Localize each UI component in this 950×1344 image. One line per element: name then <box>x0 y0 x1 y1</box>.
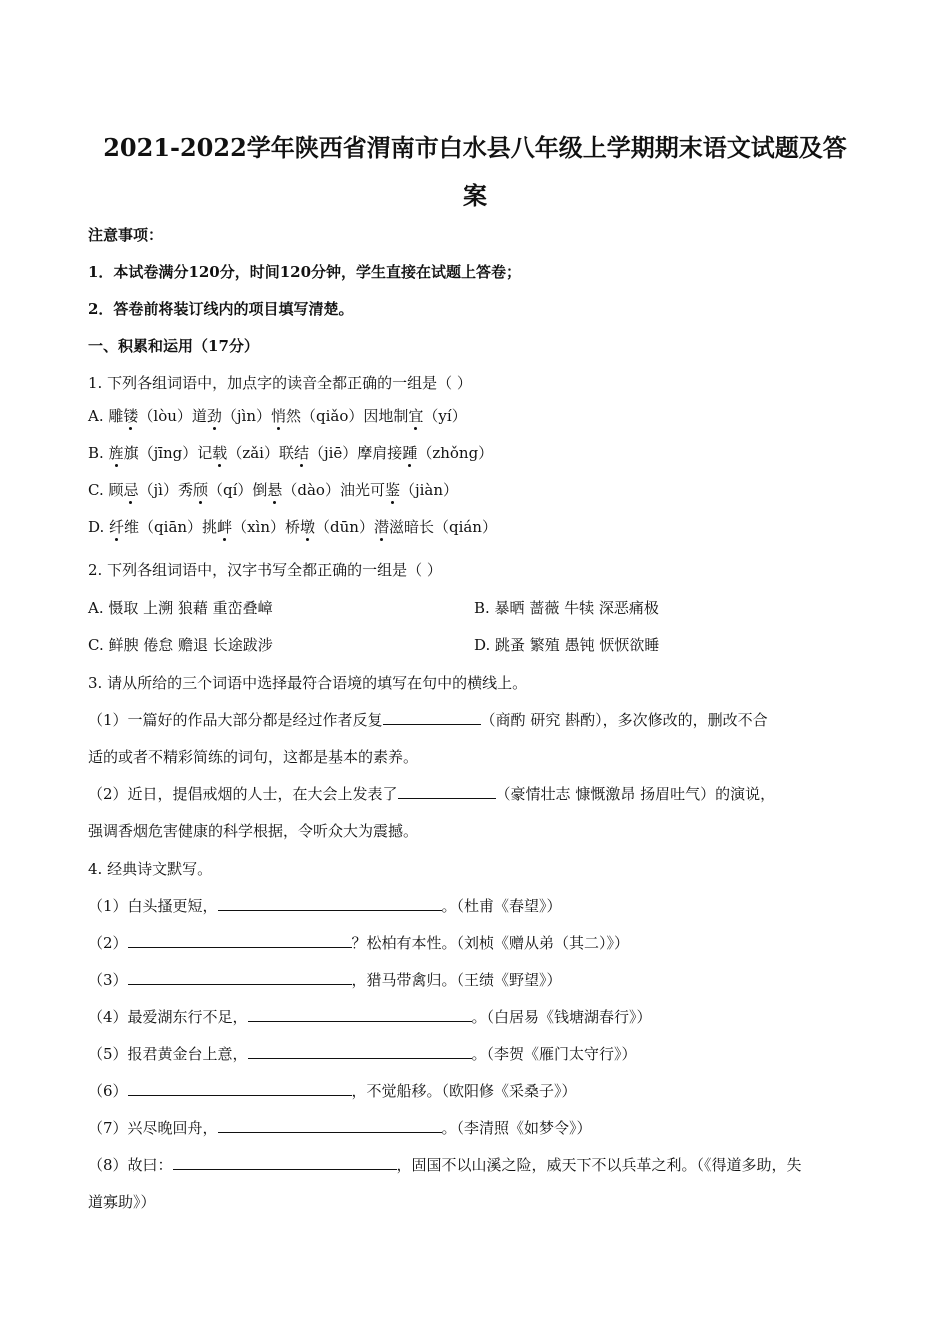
q2-stem: 2. 下列各组词语中，汉字书写全都正确的一组是（ ） <box>88 561 442 579</box>
q3-part2: （2）近日，提倡戒烟的人士，在大会上发表了 （豪情壮志 慷慨激昂 扬眉吐气）的演说， <box>88 785 776 803</box>
q3-blank-2[interactable] <box>398 784 496 799</box>
q4-line-3: （3） ，猎马带禽归。（王绩《野望》） <box>88 971 562 989</box>
q1-option-d: D. 纤维（qiān）挑衅（xìn）桥墩（dūn）潜滋暗长（qián） <box>88 518 497 536</box>
q4-line-7: （7）兴尽晚回舟， 。（李清照《如梦令》） <box>88 1119 592 1137</box>
q3-stem: 3. 请从所给的三个词语中选择最符合语境的填写在句中的横线上。 <box>88 674 528 692</box>
q4-line-4: （4）最爱湖东行不足， 。（白居易《钱塘湖春行》） <box>88 1008 652 1026</box>
q1-option-c: C. 顾忌（jì）秀颀（qí）倒悬（dào）油光可鉴（jiàn） <box>88 481 459 499</box>
q4-blank-2[interactable] <box>128 933 352 948</box>
q3-part1: （1）一篇好的作品大部分都是经过作者反复 （商酌 研究 斟酌），多次修改的，删改不合 <box>88 711 768 729</box>
q4-blank-5[interactable] <box>248 1044 472 1059</box>
q4-line-5: （5）报君黄金台上意， 。（李贺《雁门太守行》） <box>88 1045 637 1063</box>
q1-stem: 1. 下列各组词语中，加点字的读音全都正确的一组是（ ） <box>88 374 472 392</box>
q4-blank-6[interactable] <box>128 1081 352 1096</box>
q4-blank-8[interactable] <box>173 1155 397 1170</box>
q4-blank-7[interactable] <box>218 1118 442 1133</box>
q3-part1-cont: 适的或者不精彩简练的词句，这都是基本的素养。 <box>88 748 419 766</box>
q4-stem: 4. 经典诗文默写。 <box>88 860 213 878</box>
notice-item-1: 1．本试卷满分120分，时间120分钟，学生直接在试题上答卷； <box>88 263 522 281</box>
q4-line-6: （6） ，不觉船移。（欧阳修《采桑子》） <box>88 1082 577 1100</box>
q2-option-c: C. 鲜腴 倦怠 赡退 长途跋涉 <box>88 636 273 654</box>
q4-blank-4[interactable] <box>248 1007 472 1022</box>
q3-part2-cont: 强调香烟危害健康的科学根据，令听众大为震撼。 <box>88 822 419 840</box>
q4-line-1: （1）白头搔更短， 。（杜甫《春望》） <box>88 897 562 915</box>
q2-option-a: A. 慑取 上溯 狼藉 重峦叠嶂 <box>88 599 273 617</box>
notice-item-2: 2．答卷前将装订线内的项目填写清楚。 <box>88 300 354 318</box>
section-heading: 一、积累和运用（17分） <box>88 337 259 355</box>
q4-line-8-cont: 道寡助》） <box>88 1193 156 1211</box>
q4-line-2: （2） ？松柏有本性。（刘桢《赠从弟（其二）》） <box>88 934 630 952</box>
q1-option-b: B. 旌旗（jīng）记载（zǎi）联结（jiē）摩肩接踵（zhǒng） <box>88 444 494 462</box>
q3-blank-1[interactable] <box>383 710 481 725</box>
q4-blank-1[interactable] <box>218 896 442 911</box>
q2-option-b: B. 暴晒 蔷薇 牛犊 深恶痛极 <box>474 599 659 617</box>
q1-option-a: A. 雕镂（lòu）道劲（jìn）悄然（qiǎo）因地制宜（yí） <box>88 407 467 425</box>
q4-blank-3[interactable] <box>128 970 352 985</box>
page-title-line2: 案 <box>463 181 487 210</box>
q2-option-d: D. 跳蚤 繁殖 愚钝 恹恹欲睡 <box>474 636 660 654</box>
page-title-line1: 2021-2022学年陕西省渭南市白水县八年级上学期期末语文试题及答 <box>103 133 847 162</box>
notice-heading: 注意事项： <box>88 226 164 244</box>
q4-line-8: （8）故曰： ，固国不以山溪之险，威天下不以兵革之利。（《得道多助，失 <box>88 1156 802 1174</box>
